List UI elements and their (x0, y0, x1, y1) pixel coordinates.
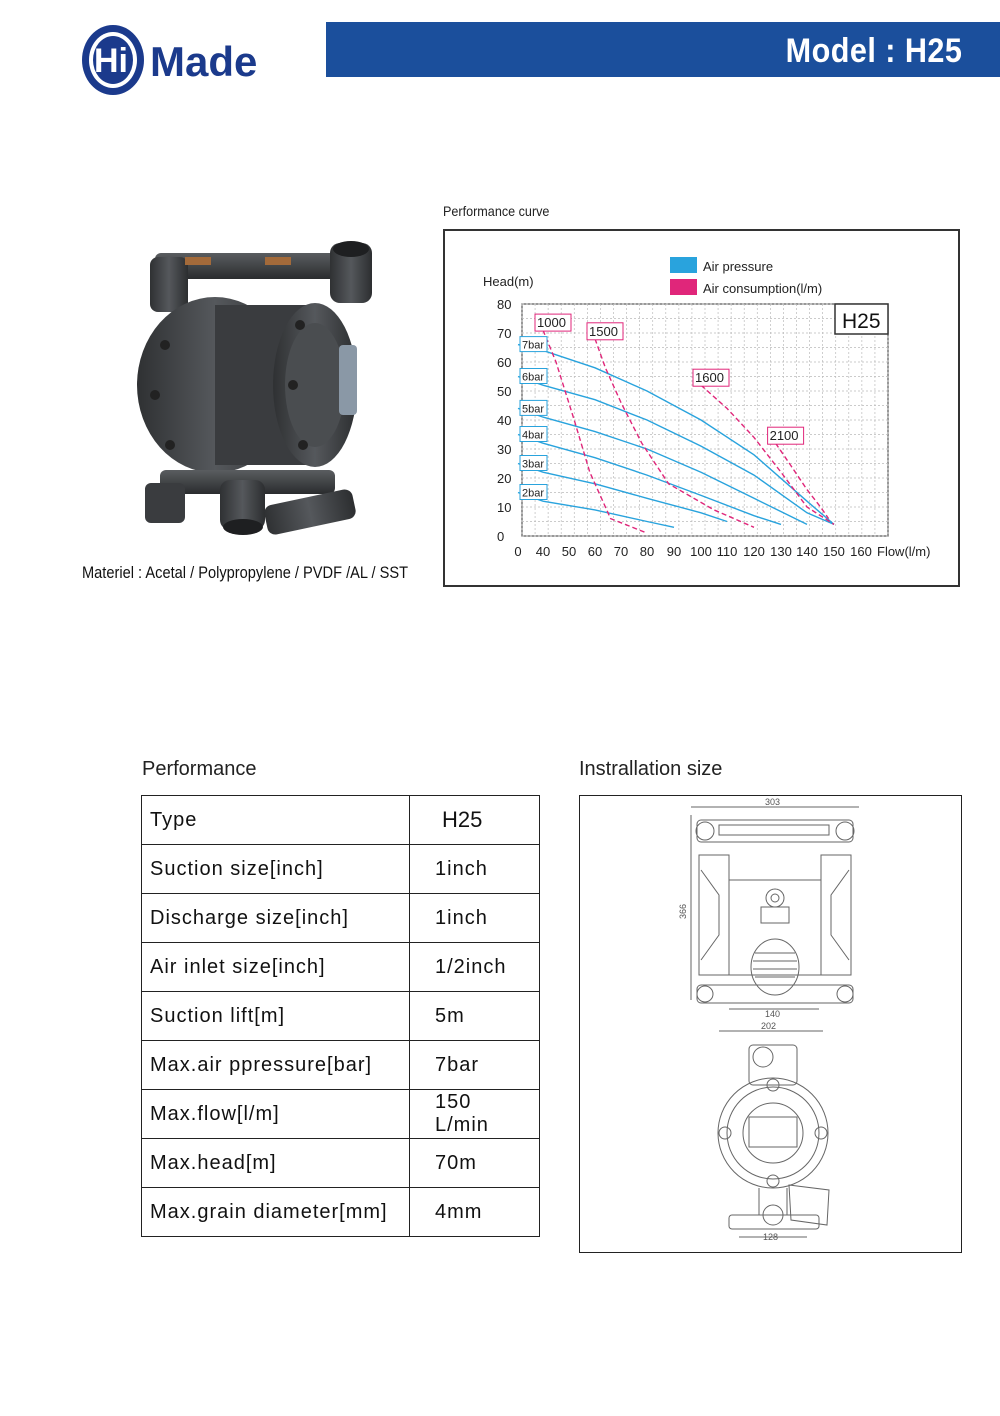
spec-value: 150 L/min (410, 1090, 540, 1139)
y-tick-label: 30 (497, 442, 512, 457)
table-row (142, 1139, 540, 1188)
chart-section-title: Performance curve (443, 203, 550, 219)
consumption-label: 1600 (695, 370, 724, 386)
dim-width-side: 202 (761, 1021, 777, 1031)
table-row (142, 1090, 540, 1139)
spec-value: 4mm (410, 1188, 540, 1237)
installation-drawing (579, 795, 962, 1253)
spec-label: Suction lift[m] (142, 992, 410, 1041)
spec-value: 70m (410, 1139, 540, 1188)
table-row (142, 845, 540, 894)
x-tick-label: 130 (770, 544, 792, 559)
x-tick-label: 90 (666, 544, 682, 559)
table-row (142, 992, 540, 1041)
legend-swatch-consumption (670, 279, 697, 295)
header-bar (326, 22, 1000, 77)
x-tick-label: 150 (823, 544, 845, 559)
spec-value: H25 (410, 796, 540, 845)
pressure-label: 2bar (522, 487, 545, 500)
spec-label: Discharge size[inch] (142, 894, 410, 943)
model-label: H25 (842, 310, 881, 333)
spec-label: Type (142, 796, 410, 845)
dim-base-front: 140 (765, 1009, 781, 1019)
pressure-label: 4bar (522, 429, 545, 442)
performance-chart (445, 231, 958, 585)
x-tick-label: 120 (743, 544, 765, 559)
pump-photo (125, 235, 395, 545)
y-tick-label: 70 (497, 326, 512, 341)
spec-label: Max.flow[l/m] (142, 1090, 410, 1139)
spec-value: 7bar (410, 1041, 540, 1090)
x-tick-labels (514, 544, 871, 559)
spec-value: 1inch (410, 845, 540, 894)
x-axis-label: Flow(l/m) (877, 544, 931, 559)
y-tick-label: 80 (497, 297, 512, 312)
spec-label: Max.air ppressure[bar] (142, 1041, 410, 1090)
material-caption: Materiel : Acetal / Polypropylene / PVDF /AL / SST (82, 563, 409, 582)
y-axis-label: Head(m) (483, 274, 534, 289)
y-tick-label: 20 (497, 471, 512, 486)
x-tick-label: 100 (690, 544, 712, 559)
x-tick-label: 160 (850, 544, 872, 559)
x-tick-label: 0 (514, 544, 522, 559)
pressure-label: 7bar (522, 339, 545, 352)
table-row (142, 796, 540, 845)
x-tick-label: 140 (796, 544, 818, 559)
y-tick-label: 40 (497, 413, 512, 428)
pressure-label: 6bar (522, 371, 545, 384)
dim-height-front: 366 (678, 903, 688, 919)
legend-label-consumption: Air consumption(l/m) (703, 281, 823, 296)
table-row (142, 943, 540, 992)
y-tick-label: 10 (497, 500, 512, 515)
consumption-label: 1000 (537, 315, 566, 331)
x-tick-label: 110 (716, 544, 738, 559)
spec-label: Max.grain diameter[mm] (142, 1188, 410, 1237)
logo-mark: Hi (94, 42, 128, 80)
installation-heading: Instrallation size (579, 758, 723, 780)
table-row (142, 1041, 540, 1090)
x-tick-label: 40 (535, 544, 551, 559)
y-tick-label: 50 (497, 384, 512, 399)
legend-label-pressure: Air pressure (703, 259, 774, 274)
legend-swatch-pressure (670, 257, 697, 273)
consumption-label: 1500 (589, 323, 618, 339)
spec-label: Air inlet size[inch] (142, 943, 410, 992)
table-row (142, 1188, 540, 1237)
pressure-label: 5bar (522, 403, 545, 416)
y-tick-labels (497, 297, 511, 544)
performance-heading: Performance (142, 758, 257, 780)
performance-table (141, 795, 540, 1237)
spec-label: Suction size[inch] (142, 845, 410, 894)
y-tick-label: 0 (497, 529, 505, 544)
spec-label: Max.head[m] (142, 1139, 410, 1188)
table-row (142, 894, 540, 943)
pressure-label: 3bar (522, 458, 545, 471)
consumption-label: 2100 (769, 428, 799, 444)
logo-name: Made (150, 38, 258, 85)
model-title: Model : H25 (785, 32, 962, 70)
chart-grid (522, 304, 888, 536)
y-tick-label: 60 (497, 355, 512, 370)
x-tick-label: 60 (587, 544, 603, 559)
x-tick-label: 80 (639, 544, 655, 559)
x-tick-label: 50 (561, 544, 577, 559)
spec-value: 1/2inch (410, 943, 540, 992)
himade-logo (80, 20, 310, 100)
dim-base-side: 128 (763, 1232, 779, 1242)
x-tick-label: 70 (613, 544, 629, 559)
dim-width-top: 303 (765, 797, 781, 807)
spec-value: 5m (410, 992, 540, 1041)
spec-value: 1inch (410, 894, 540, 943)
